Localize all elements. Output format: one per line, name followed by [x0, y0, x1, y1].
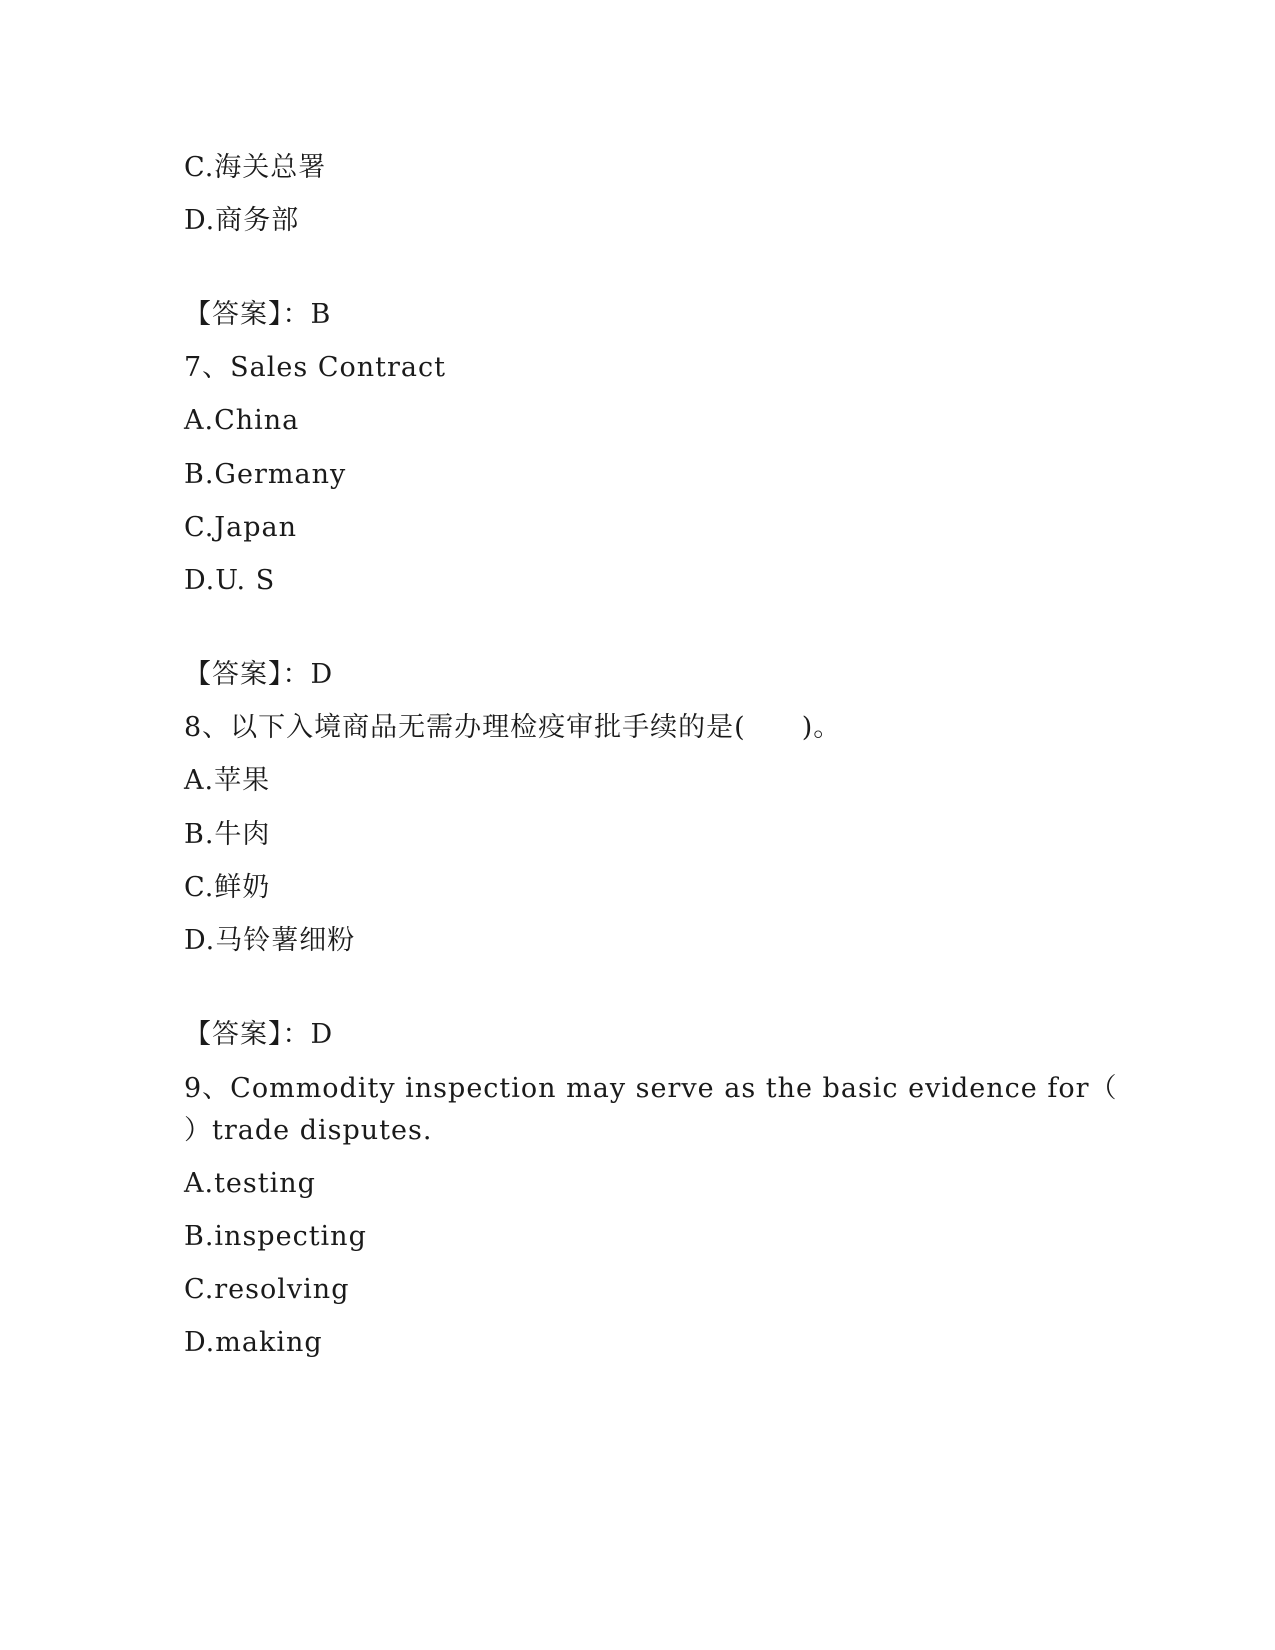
q9-option-d: D.making — [184, 1327, 323, 1358]
q8-option-b: B.牛肉 — [184, 819, 271, 850]
q8-option-c: C.鲜奶 — [184, 872, 271, 903]
q9-option-b: B.inspecting — [184, 1221, 367, 1252]
q7-question: 7、Sales Contract — [184, 352, 446, 383]
q8-option-a: A.苹果 — [184, 765, 271, 796]
q9-option-c: C.resolving — [184, 1274, 350, 1305]
q9-question-line1: 9、Commodity inspection may serve as the basic evidence for（ — [184, 1073, 1118, 1104]
q8-answer: 【答案】：D — [184, 1019, 334, 1050]
q9-option-a: A.testing — [184, 1168, 316, 1199]
q7-answer: 【答案】：D — [184, 659, 334, 690]
q7-option-b: B.Germany — [184, 459, 347, 490]
q9-question-line2: ）trade disputes. — [184, 1115, 433, 1146]
q7-option-d: D.U. S — [184, 565, 276, 596]
q6-option-d: D.商务部 — [184, 205, 300, 236]
q7-option-a: A.China — [184, 405, 300, 436]
q6-answer: 【答案】：B — [184, 299, 332, 330]
q7-option-c: C.Japan — [184, 512, 297, 543]
q8-option-d: D.马铃薯细粉 — [184, 925, 356, 956]
q8-question: 8、以下入境商品无需办理检疫审批手续的是( )。 — [184, 712, 842, 743]
q6-option-c: C.海关总署 — [184, 152, 327, 183]
